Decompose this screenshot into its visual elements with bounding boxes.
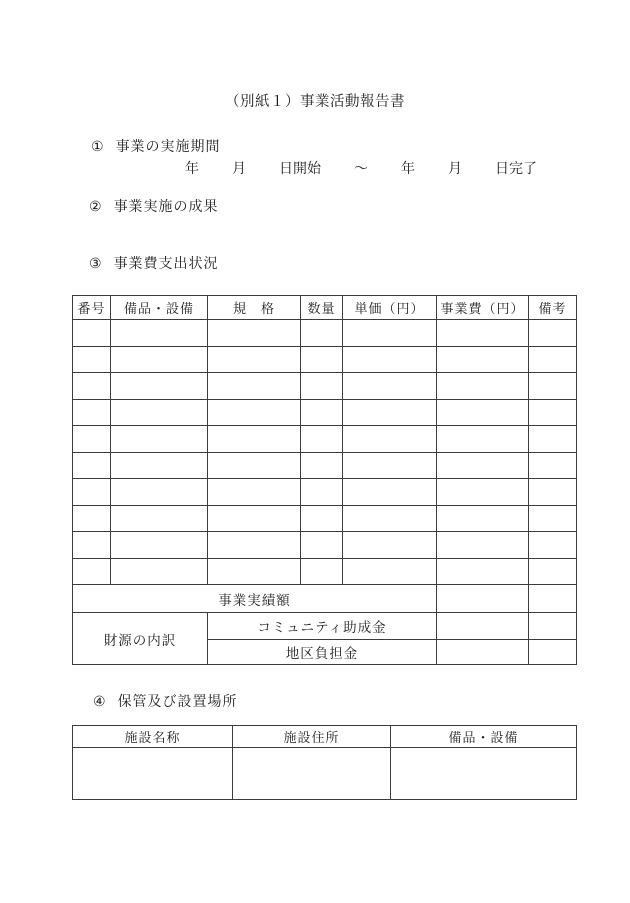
empty-cell (111, 399, 208, 426)
table-row (73, 505, 577, 532)
empty-cell (111, 479, 208, 506)
funding-district-amount-cell (437, 640, 529, 665)
empty-cell (111, 373, 208, 400)
table-row (73, 479, 577, 506)
funding-district-label: 地区負担金 (208, 640, 437, 665)
empty-cell (391, 748, 577, 800)
empty-cell (343, 373, 437, 400)
empty-cell (73, 505, 111, 532)
total-label: 事業実績額 (73, 585, 437, 613)
empty-cell (208, 532, 301, 559)
period-year-start: 年 (185, 162, 199, 177)
empty-cell (343, 320, 437, 347)
empty-cell (301, 346, 343, 373)
table-row (73, 452, 577, 479)
empty-cell (437, 479, 529, 506)
table-row (73, 373, 577, 400)
table-row (73, 346, 577, 373)
empty-cell (343, 452, 437, 479)
funding-subsidy-label: コミュニティ助成金 (208, 613, 437, 640)
empty-cell (111, 452, 208, 479)
header-number: 番号 (73, 296, 111, 320)
empty-cell (301, 320, 343, 347)
empty-cell (343, 479, 437, 506)
empty-cell (208, 373, 301, 400)
empty-cell (529, 505, 577, 532)
empty-cell (301, 373, 343, 400)
period-month-start: 月 (232, 162, 246, 177)
empty-cell (208, 452, 301, 479)
empty-cell (208, 558, 301, 585)
header-quantity: 数量 (301, 296, 343, 320)
empty-cell (73, 532, 111, 559)
empty-cell (529, 320, 577, 347)
period-day-end: 日完了 (495, 162, 537, 177)
empty-cell (529, 399, 577, 426)
section-1-label: 事業の実施期間 (115, 140, 221, 155)
empty-cell (208, 399, 301, 426)
period-month-end: 月 (448, 162, 462, 177)
empty-cell (73, 373, 111, 400)
total-row (73, 585, 577, 613)
header-facility-equipment: 備品・設備 (391, 726, 577, 748)
empty-cell (111, 426, 208, 453)
section-3-label: 事業費支出状況 (113, 257, 219, 272)
section-1-number: ① (91, 140, 104, 155)
empty-cell (437, 452, 529, 479)
funding-subsidy-amount-cell (437, 613, 529, 640)
section-2-label: 事業実施の成果 (113, 200, 219, 215)
header-facility-name: 施設名称 (73, 726, 233, 748)
page-title: （別紙１）事業活動報告書 (225, 94, 405, 110)
table-row (73, 558, 577, 585)
empty-cell (208, 346, 301, 373)
empty-cell (73, 748, 233, 800)
header-remarks: 備考 (529, 296, 577, 320)
empty-cell (111, 346, 208, 373)
empty-cell (301, 399, 343, 426)
empty-cell (301, 452, 343, 479)
empty-cell (73, 399, 111, 426)
empty-cell (208, 426, 301, 453)
section-4-label: 保管及び設置場所 (117, 695, 238, 710)
empty-cell (73, 320, 111, 347)
empty-cell (529, 532, 577, 559)
header-spec: 規 格 (208, 296, 301, 320)
total-remarks-cell (529, 585, 577, 613)
section-4-heading (93, 691, 238, 711)
empty-cell (73, 558, 111, 585)
table-row (73, 748, 577, 800)
location-table-header-row (73, 726, 577, 748)
funding-group-label: 財源の内訳 (73, 613, 208, 665)
empty-cell (529, 426, 577, 453)
empty-cell (301, 426, 343, 453)
empty-cell (343, 426, 437, 453)
empty-cell (301, 479, 343, 506)
empty-cell (437, 426, 529, 453)
empty-cell (437, 399, 529, 426)
empty-cell (529, 373, 577, 400)
empty-cell (437, 532, 529, 559)
empty-cell (73, 452, 111, 479)
table-row (73, 532, 577, 559)
section-2-heading (89, 196, 219, 216)
section-1-heading (91, 136, 221, 156)
table-row (73, 399, 577, 426)
empty-cell (208, 505, 301, 532)
empty-cell (529, 479, 577, 506)
total-amount-cell (437, 585, 529, 613)
empty-cell (343, 505, 437, 532)
implementation-period-line (185, 158, 537, 178)
empty-cell (111, 505, 208, 532)
section-2-number: ② (89, 200, 102, 215)
empty-cell (208, 479, 301, 506)
period-year-end: 年 (401, 162, 415, 177)
empty-cell (233, 748, 391, 800)
table-row (73, 426, 577, 453)
empty-cell (437, 346, 529, 373)
header-facility-address: 施設住所 (233, 726, 391, 748)
empty-cell (301, 532, 343, 559)
empty-cell (301, 505, 343, 532)
empty-cell (437, 373, 529, 400)
header-unit-price: 単価（円） (343, 296, 437, 320)
empty-cell (529, 346, 577, 373)
empty-cell (343, 558, 437, 585)
header-project-cost: 事業費（円） (437, 296, 529, 320)
empty-cell (437, 505, 529, 532)
empty-cell (529, 558, 577, 585)
empty-cell (301, 558, 343, 585)
section-4-number: ④ (93, 695, 106, 710)
empty-cell (111, 320, 208, 347)
period-tilde: ～ (354, 162, 368, 177)
empty-cell (343, 532, 437, 559)
funding-row-subsidy (73, 613, 577, 640)
empty-cell (111, 532, 208, 559)
empty-cell (437, 320, 529, 347)
expense-table (72, 295, 577, 665)
empty-cell (73, 426, 111, 453)
period-day-start: 日開始 (279, 162, 321, 177)
section-3-heading (89, 253, 219, 273)
location-table (72, 725, 577, 800)
expense-table-header-row (73, 296, 577, 320)
section-3-number: ③ (89, 257, 102, 272)
header-equipment: 備品・設備 (111, 296, 208, 320)
empty-cell (73, 479, 111, 506)
empty-cell (73, 346, 111, 373)
funding-district-remarks-cell (529, 640, 577, 665)
funding-subsidy-remarks-cell (529, 613, 577, 640)
empty-cell (437, 558, 529, 585)
table-row (73, 320, 577, 347)
empty-cell (208, 320, 301, 347)
empty-cell (111, 558, 208, 585)
empty-cell (343, 399, 437, 426)
empty-cell (529, 452, 577, 479)
empty-cell (343, 346, 437, 373)
